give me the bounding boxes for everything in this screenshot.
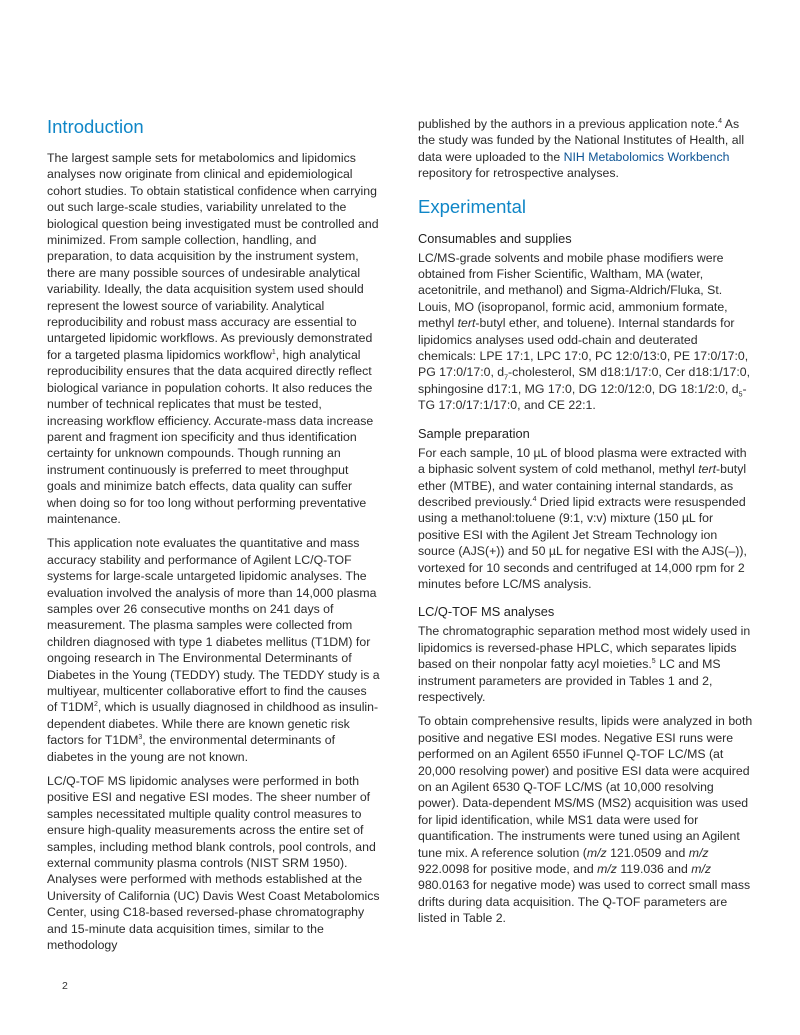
cont-text-c: repository for retrospective analyses. [418, 166, 619, 181]
lcqtof-heading: LC/Q-TOF MS analyses [418, 604, 555, 620]
citation-3: 3 [138, 734, 143, 742]
intro-paragraph-2 [47, 535, 380, 765]
consumables-heading: Consumables and supplies [418, 230, 572, 246]
samp-text-c: Dried lipid extracts were resuspended using a methanol:toluene (9:1, v:v) mixture (150 µL for positive ESI with the Agilent Jet Stream Technology ion source (AJS(+)) and 50 µL for negative ESI with the AJS(–)), vortexed for 10 seconds and centrifuged at 14,000 rpm for 2 minutes before LC/MS analysis. [418, 494, 747, 591]
samp-text-b: -butyl ether (MTBE), and water containing internal standards, as described previously. [418, 462, 747, 509]
citation-2: 2 [93, 701, 98, 709]
right-column [418, 116, 754, 935]
sample-prep-paragraph [418, 445, 754, 593]
page-number: 2 [62, 980, 68, 992]
samp-italic: tert [698, 462, 717, 477]
samp-text-a: For each sample, 10 µL of blood plasma were extracted with a biphasic solvent system of cold methanol, methyl [418, 445, 747, 477]
citation-4b: 4 [532, 495, 537, 503]
intro-paragraph-1 [47, 150, 380, 527]
mz-italic-4: m/z [691, 862, 712, 877]
cons-subscript-2: 5 [738, 391, 743, 399]
lc2-text-e: 980.0163 for negative mode) was used to correct small mass drifts during data acquisition. The Q-TOF parameters are listed in Table 2. [418, 878, 751, 926]
cons-text-b: -butyl ether, and toluene). Internal standards for lipidomics analyses used odd-chain and deuterated chemicals: LPE 17:1, LPC 17:0, PC 12:0/13:0, PE 17:0/17:0, PG 17:0/17:0, d [418, 316, 749, 380]
intro-p2-text-a: This application note evaluates the quantitative and mass accuracy stability and performance of Agilent LC/Q-TOF systems for large-scale untargeted lipidomic analyses. The evaluation involved the analysis of more than 14,000 plasma samples over 26 consecutive months on 241 days of measurement. The plasma samples were collected from children diagnosed with type 1 diabetes mellitus (T1DM) for ongoing research in The Environmental Determinants of Diabetes in the Young (TEDDY) study. The TEDDY study is a multiyear, multicenter collaborative effort to find the causes of T1DM [47, 536, 380, 715]
intro-p1-text-b: , high analytical reproducibility ensures that the data acquired directly reflect biological variance in population cohorts. It also reduces the number of technical replicates that must be tested, increasing workflow efficiency. Accurate-mass data increase parent and fragment ion specificity and thus identification certainty for unknown compounds. Though running an instrument continuously is preferred to meet throughput goals and minimize batch effects, data quality can suffer when doing so for too long without performing preventative maintenance. [47, 347, 374, 526]
cons-subscript-1: 7 [504, 374, 509, 382]
lc2-text-c: 922.0098 for positive mode, and [418, 862, 598, 877]
lc2-text-a: To obtain comprehensive results, lipids were analyzed in both positive and negative ESI modes. Negative ESI runs were performed on an Agilent 6550 iFunnel Q-TOF LC/MS (at 20,000 resolving power) and positive ESI data were acquired on an Agilent 6530 Q-TOF LC/MS (at 10,000 resolving power). Data-dependent MS/MS (MS2) acquisition was used for lipid identification, while MS1 data were used for quantification. The instruments were tuned using an Agilent tune mix. A reference solution ( [418, 714, 753, 860]
lcqtof-paragraph-1 [418, 623, 754, 705]
citation-1: 1 [271, 348, 276, 356]
intro-paragraph-3: LC/Q-TOF MS lipidomic analyses were performed in both positive ESI and negative ESI modes. The sheer number of samples necessitated multiple quality control measures to ensure high-quality measurements across the entire set of samples, including method blank controls, pool controls, and external community plasma controls (NIST SRM 1950). Analyses were performed with methods established at the University of California (UC) Davis West Coast Metabolomics Center, using C18-based reversed-phase chromatography and 15-minute data acquisition times, similar to the methodology [47, 774, 380, 953]
cont-text-a: published by the authors in a previous application note. [418, 117, 719, 131]
continued-paragraph [418, 116, 754, 182]
mz-italic-3: m/z [597, 862, 617, 877]
cons-text-a: LC/MS-grade solvents and mobile phase modifiers were obtained from Fisher Scientific, Waltham, MA (water, acetonitrile, and methanol) and Sigma-Aldrich/Fluka, St. Louis, MO (isopropanol, formic acid, ammonium formate, methyl [418, 250, 728, 331]
cons-text-d: -TG 17:0/17:1/17:0, and CE 22:1. [418, 381, 747, 413]
lc1-text-b: LC and MS instrument parameters are provided in Tables 1 and 2, respectively. [418, 657, 721, 704]
sample-prep-heading: Sample preparation [418, 425, 530, 441]
citation-4: 4 [718, 117, 723, 125]
experimental-heading: Experimental [418, 195, 526, 217]
lcqtof-paragraph-2 [418, 713, 754, 926]
mz-italic-2: m/z [688, 845, 709, 860]
lc1-text-a: The chromatographic separation method most widely used in lipidomics is reversed-phase HPLC, which separates lipids based on their nonpolar fatty acyl moieties. [418, 624, 751, 672]
cons-text-c: -cholesterol, SM d18:1/17:0, Cer d18:1/17:0, sphingosine d17:1, MG 17:0, DG 12:0/12:0, DG 18:1/2:0, d [418, 365, 751, 396]
lc2-text-b: 121.0509 and [606, 845, 689, 860]
citation-5: 5 [651, 658, 656, 666]
nih-workbench-link[interactable]: NIH Metabolomics Workbench [563, 149, 730, 164]
cons-italic: tert [457, 316, 476, 331]
intro-p2-text-b: , which is usually diagnosed in childhood as insulin-dependent diabetes. While there are known genetic risk factors for T1DM [47, 700, 379, 748]
lc2-text-d: 119.036 and [616, 862, 692, 877]
left-column [47, 116, 380, 962]
mz-italic-1: m/z [586, 845, 607, 860]
cont-text-b: As the study was funded by the National Institutes of Health, all data were uploaded to the [418, 117, 745, 164]
introduction-heading: Introduction [47, 116, 144, 137]
intro-p2-text-c: , the environmental determinants of diabetes in the young are not known. [47, 733, 336, 764]
consumables-paragraph [418, 250, 754, 414]
intro-p1-text-a: The largest sample sets for metabolomics and lipidomics analyses now originate from clinical and epidemiological cohort studies. To obtain statistical confidence when carrying out such large-scale studies, variability unrelated to the biological question being investigated must be controlled and minimized. From sample collection, handling, and preparation, to data acquisition by the instrument system, there are many possible sources of undesirable analytical variability. Ideally, the data acquisition system used should represent the lowest source of variability. Analytical reproducibility and robust mass accuracy are essential to untargeted lipidomic workflows. As previously demonstrated for a targeted plasma lipidomics workflow [47, 151, 379, 362]
